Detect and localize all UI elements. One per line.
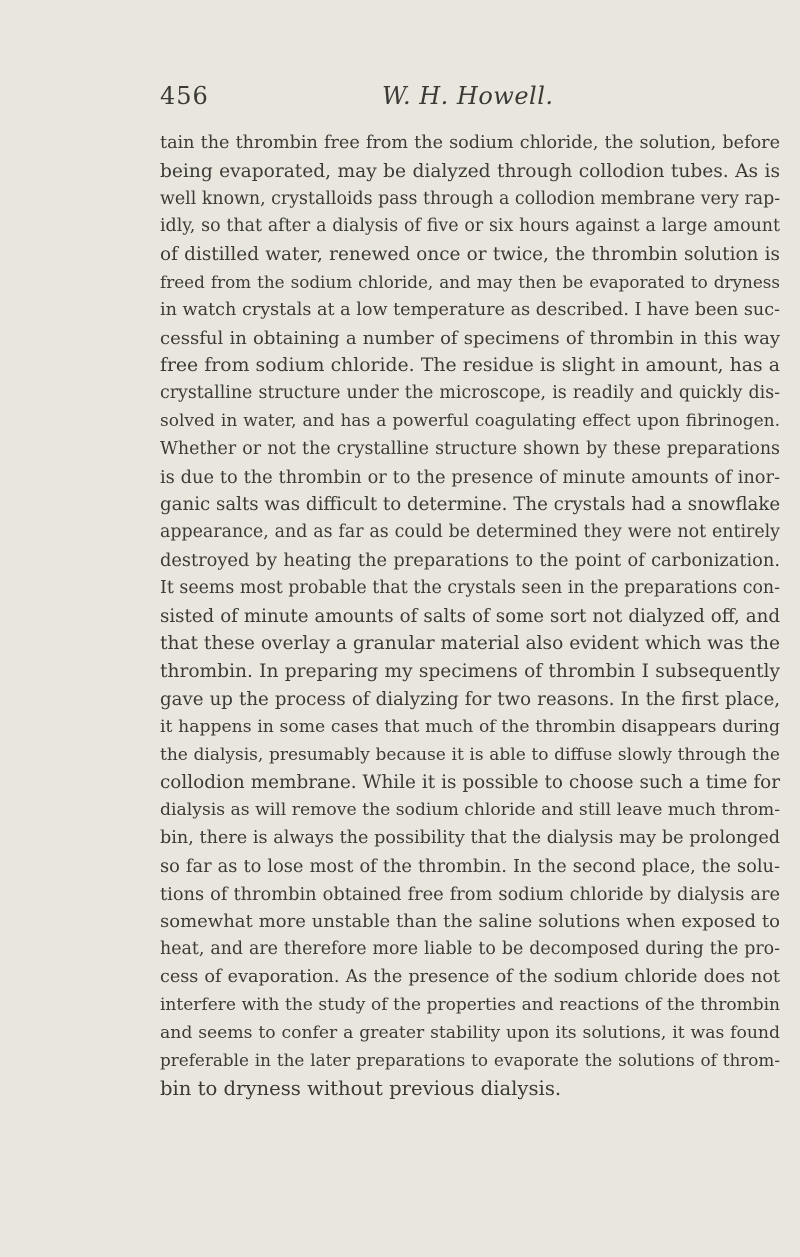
text-line: it happens in some cases that much of the thrombin disappears during [160,716,780,737]
page-number: 456 [160,82,209,110]
text-line: sisted of minute amounts of salts of some sort not dialyzed off, and [160,605,780,627]
text-line: dialysis as will remove the sodium chloride and still leave much throm- [160,800,781,821]
body-paragraph [160,130,780,1103]
text-line: that these overlay a granular material also evident which was the [160,633,780,655]
text-line: free from sodium chloride. The residue is slight in amount, has a [160,355,780,377]
text-line: in watch crystals at a low temperature as described. I have been suc- [160,299,780,320]
text-line: well known, crystalloids pass through a collodion membrane very rap- [160,188,781,209]
text-line: of distilled water, renewed once or twice, the thrombin solution is [160,244,780,266]
text-line: somewhat more unstable than the saline solutions when exposed to [160,911,780,933]
text-line: idly, so that after a dialysis of five or six hours against a large amount [160,216,780,237]
text-line: thrombin. In preparing my specimens of thrombin I subsequently [160,661,780,683]
text-line: Whether or not the crystalline structure shown by these preparations [160,438,780,459]
text-line: appearance, and as far as could be determined they were not entirely [160,522,780,543]
text-line: gave up the process of dialyzing for two reasons. In the first place, [160,688,780,710]
text-line: and seems to confer a greater stability upon its solutions, it was found [160,1022,780,1043]
text-line: tain the thrombin free from the sodium chloride, the solution, before [160,133,780,153]
text-line: It seems most probable that the crystals seen in the preparations con- [160,577,780,598]
running-title: W. H. Howell. [382,82,554,110]
text-line: destroyed by heating the preparations to the point of carbonization. [160,549,780,571]
text-line: cessful in obtaining a number of specimens of thrombin in this way [160,327,780,349]
text-line: freed from the sodium chloride, and may then be evaporated to dryness [160,271,780,292]
text-line: interfere with the study of the properties and reactions of the thrombin [160,994,780,1015]
text-line: crystalline structure under the microscope, is readily and quickly dis- [160,383,780,404]
text-line: is due to the thrombin or to the presence of minute amounts of inor- [160,466,780,488]
text-line: cess of evaporation. As the presence of the sodium chloride does not [160,966,780,987]
text-line: so far as to lose most of the thrombin. In the second place, the solu- [160,855,780,877]
text-line: tions of thrombin obtained free from sodium chloride by dialysis are [160,883,780,905]
text-line: bin to dryness without previous dialysis. [160,1077,562,1101]
text-line: being evaporated, may be dialyzed through collodion tubes. As is [160,160,780,182]
text-line: preferable in the later preparations to evaporate the solutions of throm- [160,1050,780,1071]
running-head [160,82,780,122]
text-line: the dialysis, presumably because it is able to diffuse slowly through the [160,744,780,765]
text-line: ganic salts was difficult to determine. The crystals had a snowflake [160,494,781,516]
text-line: collodion membrane. While it is possible to choose such a time for [160,772,780,794]
text-line: solved in water, and has a powerful coagulating effect upon fibrinogen. [160,410,780,431]
text-line: bin, there is always the possibility that the dialysis may be prolonged [160,827,780,848]
text-line: heat, and are therefore more liable to be decomposed during the pro- [160,939,780,960]
